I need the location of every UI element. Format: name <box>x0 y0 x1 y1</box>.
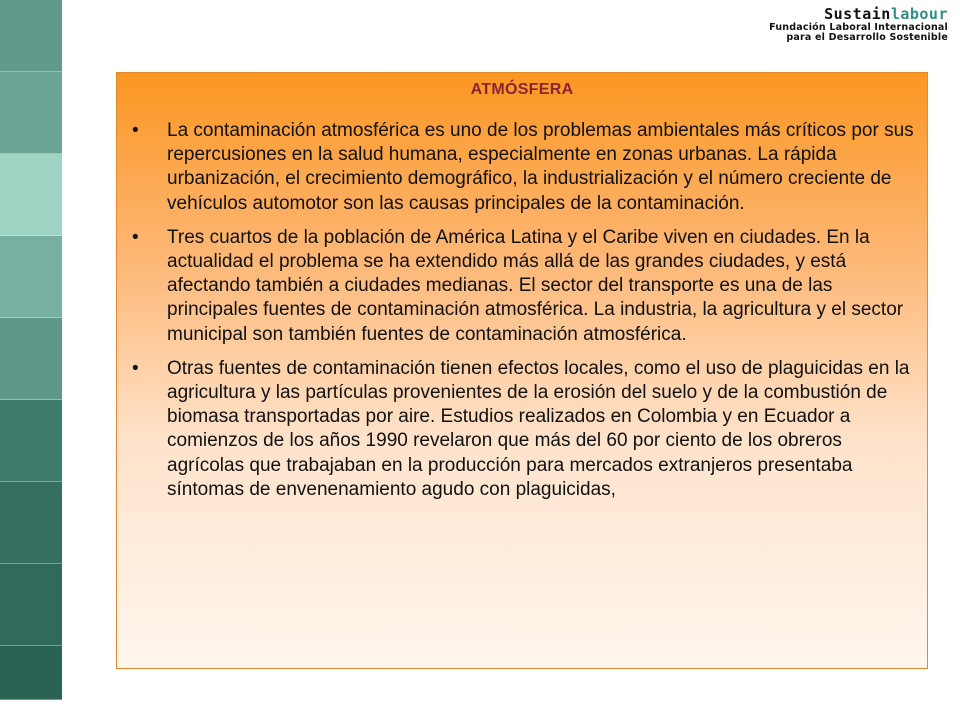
bullet-list <box>117 119 927 502</box>
side-strip-block <box>0 318 62 400</box>
side-strip-block <box>0 646 62 700</box>
bullet-icon: • <box>132 226 139 248</box>
logo-name-part1: Sustain <box>824 5 891 23</box>
content-box <box>116 72 928 669</box>
side-strip-block <box>0 482 62 564</box>
logo-subtitle-line2: para el Desarrollo Sostenible <box>786 31 948 43</box>
bullet-item <box>127 226 917 347</box>
decorative-side-strip <box>0 0 62 720</box>
side-strip-block <box>0 236 62 318</box>
bullet-text: Tres cuartos de la población de América Latina y el Caribe viven en ciudades. En la actualidad el problema se ha extendido más allá de las grandes ciudades, y está afectando también a ciudades medianas. El sector del transporte es una de las principales fuentes de contaminación atmosférica. La industria, la agricultura y el sector municipal son también fuentes de contaminación atmosférica. <box>167 226 904 345</box>
side-strip-block <box>0 0 62 72</box>
logo-name <box>769 6 948 23</box>
side-strip-block <box>0 72 62 154</box>
bullet-text: Otras fuentes de contaminación tienen efectos locales, como el uso de plaguicidas en la agricultura y las partículas provenientes de la erosión del suelo y de la combustión de biomasa transportadas por aire. Estudios realizados en Colombia y en Ecuador a comienzos de los años 1990 revelaron que más del 60 por ciento de los obreros agrícolas que trabajaban en la producción para mercados extranjeros presentaba síntomas de envenenamiento agudo con plaguicidas, <box>167 357 910 500</box>
side-strip-block <box>0 154 62 236</box>
bullet-item <box>127 357 917 502</box>
side-strip-block <box>0 400 62 482</box>
bullet-icon: • <box>132 357 139 379</box>
logo-subtitle-line1: Fundación Laboral Internacional <box>769 21 948 33</box>
side-strip-block <box>0 564 62 646</box>
bullet-text: La contaminación atmosférica es uno de los problemas ambientales más críticos por sus repercusiones en la salud humana, especialmente en zonas urbanas. La rápida urbanización, el crecimiento demográfico, la industrialización y el número creciente de vehículos automotor son las causas principales de la contaminación. <box>167 120 914 214</box>
bullet-icon: • <box>132 120 139 141</box>
bullet-item <box>127 119 917 216</box>
slide-title: ATMÓSFERA <box>470 81 574 98</box>
sustainlabour-logo <box>769 6 948 43</box>
logo-name-part2: labour <box>890 5 948 23</box>
